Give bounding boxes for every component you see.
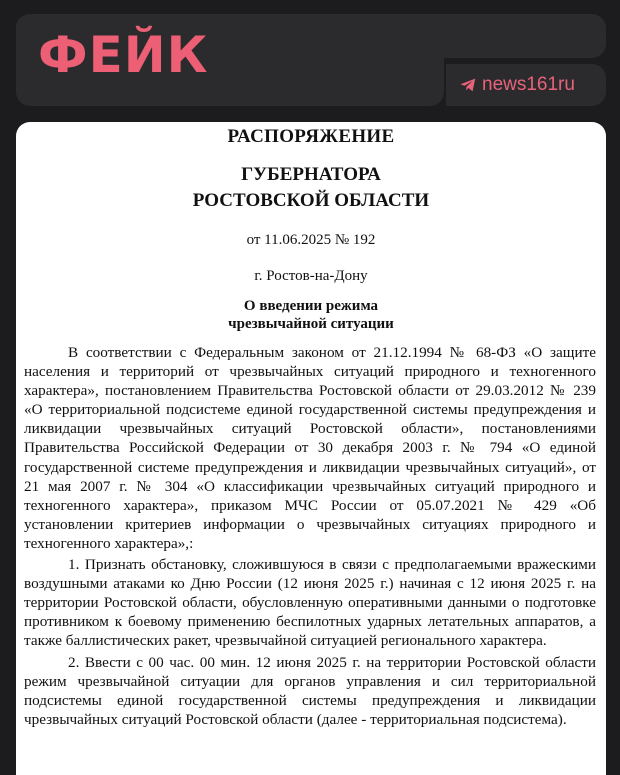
document-body xyxy=(24,343,596,731)
item-2-paragraph: 2. Ввести с 00 час. 00 мин. 12 июня 2025 г. на территории Ростовской области режим чрезвычайной ситуации для органов управления и сил территориальной подсистемы единой государственной системы предупреждения и ликвидации чрезвычайных ситуаций Ростовской области (далее - территориальная подсистема). xyxy=(24,653,596,728)
issuer-line-1: ГУБЕРНАТОРА xyxy=(241,164,381,185)
document-heading: РАСПОРЯЖЕНИЕ xyxy=(227,126,395,147)
city: г. Ростов-на-Дону xyxy=(254,268,368,284)
source-name: news161ru xyxy=(482,74,575,95)
subject-line-2: чрезвычайной ситуации xyxy=(228,316,394,332)
document-page xyxy=(16,122,606,775)
date-number: от 11.06.2025 № 192 xyxy=(246,232,376,248)
item-1-paragraph: 1. Признать обстановку, сложившуюся в связи с предполагаемыми вражескими воздушными атаками ко Дню России (12 июня 2025 г.) начиная с 12 июня 2025 г. на территории Ростовской области, обусловленную оперативными данными о подготовке противником к боевому применению беспилотных ударных летательных аппаратов, а также баллистических ракет, чрезвычайной ситуацией регионального характера. xyxy=(24,556,596,650)
preamble-paragraph: В соответствии с Федеральным законом от 21.12.1994 № 68-ФЗ «О защите населения и территорий от чрезвычайных ситуаций природного и техногенного характера», постановлением Правительства Ростовской области от 29.03.2012 № 239 «О территориальной подсистеме единой государственной системы предупреждения и ликвидации чрезвычайных ситуаций Ростовской области», постановлениями Правительства Российской Федерации от 30 декабря 2003 г. № 794 «О единой государственной системе предупреждения и ликвидации чрезвычайных ситуаций», от 21 мая 2007 г. № 304 «О классификации чрезвычайных ситуаций природного и техногенного характера», приказом МЧС России от 05.07.2021 № 429 «Об установлении критериев информации о чрезвычайных ситуациях природного и техногенного характера»,: xyxy=(24,344,596,552)
issuer-line-2: РОСТОВСКОЙ ОБЛАСТИ xyxy=(192,190,430,211)
subject-line-1: О введении режима xyxy=(243,298,379,314)
fake-label: ФЕЙК xyxy=(38,26,209,84)
source-link[interactable] xyxy=(460,72,575,98)
telegram-icon xyxy=(460,78,476,92)
